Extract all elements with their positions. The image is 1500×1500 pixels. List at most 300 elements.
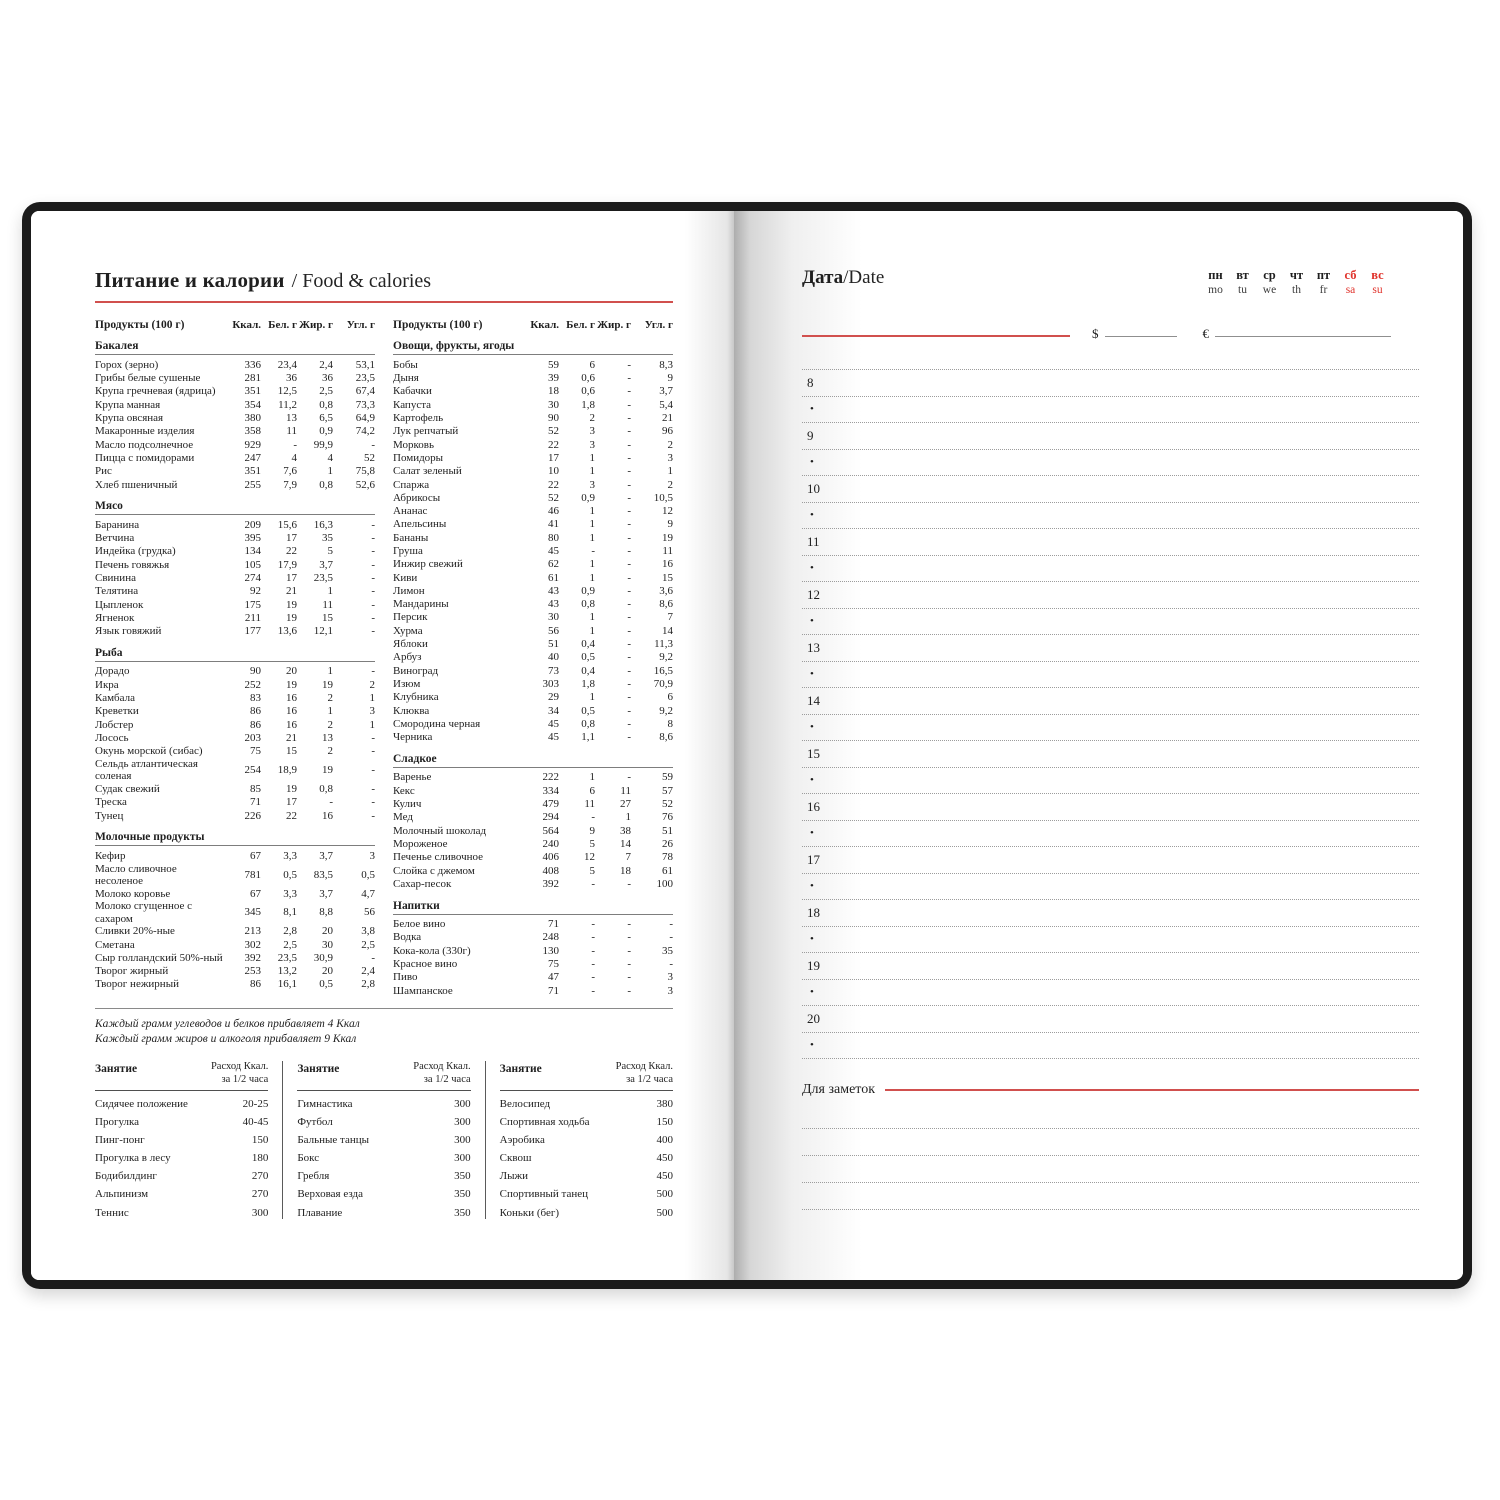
- food-item-value: 75: [548, 958, 559, 971]
- bullet-dot: •: [810, 774, 814, 787]
- activity-value: 400: [656, 1133, 673, 1146]
- food-item-label: Молоко сгущенное с сахаром: [95, 900, 193, 925]
- food-item-value: 30: [548, 398, 559, 411]
- food-item-value: 0,6: [581, 385, 595, 398]
- food-item-value: 479: [542, 798, 559, 811]
- food-item-value: 19: [662, 531, 673, 544]
- food-item-value: 3: [667, 984, 673, 997]
- food-item-value: 61: [548, 571, 559, 584]
- bullet-dot: •: [810, 668, 814, 681]
- food-row: [95, 372, 375, 385]
- activity-label: Гимнастика: [297, 1097, 353, 1110]
- food-item-value: -: [627, 518, 631, 531]
- hour-bullet-row: [802, 980, 1419, 1007]
- activity-label: Футбол: [297, 1115, 333, 1128]
- food-item-value: -: [591, 971, 595, 984]
- food-item-value: 2: [327, 692, 333, 705]
- food-item-value: 17: [286, 572, 297, 584]
- hour-bullet-row: [802, 503, 1419, 530]
- food-item-value: 74,2: [355, 425, 375, 438]
- bullet-dot: •: [810, 933, 814, 946]
- food-row: [95, 598, 375, 611]
- food-item-value: -: [371, 665, 375, 678]
- food-item-value: 29: [548, 691, 559, 704]
- food-item-value: -: [627, 984, 631, 997]
- food-row: [95, 745, 375, 758]
- food-item-value: 30: [548, 611, 559, 624]
- food-item-value: 1: [369, 692, 375, 705]
- food-row: [393, 398, 673, 411]
- food-item-value: 75: [250, 745, 261, 758]
- food-item-value: 345: [244, 906, 261, 919]
- food-item-label: Груша: [393, 545, 423, 557]
- food-item-label: Спаржа: [393, 478, 430, 491]
- food-item-value: 19: [322, 678, 333, 691]
- food-item-label: Лимон: [393, 584, 425, 597]
- hour-row: [802, 900, 1419, 927]
- note-line: [802, 1129, 1419, 1156]
- food-item-value: 35: [322, 532, 333, 545]
- food-row: [95, 625, 375, 638]
- food-item-value: 30,9: [313, 951, 333, 964]
- hour-row: [802, 423, 1419, 450]
- food-item-value: 406: [542, 851, 559, 864]
- food-item-value: 35: [662, 944, 673, 957]
- hour-label: 16: [807, 798, 820, 814]
- food-item-value: 2,8: [361, 978, 375, 991]
- food-table-column-right: [393, 303, 673, 997]
- food-item-value: 16: [662, 558, 673, 571]
- food-item-label: Морковь: [393, 438, 435, 451]
- food-item-value: 12,1: [313, 625, 333, 638]
- food-item-value: 0,8: [581, 598, 595, 611]
- food-item-value: 86: [250, 705, 261, 718]
- food-table: [95, 303, 673, 997]
- food-item-value: 247: [244, 451, 261, 464]
- weekday-cell: [1256, 268, 1283, 297]
- food-item-value: 15: [286, 745, 297, 758]
- food-item-value: -: [627, 451, 631, 464]
- food-item-value: 64,9: [355, 412, 375, 425]
- food-row: [95, 571, 375, 584]
- food-item-label: Кабачки: [393, 385, 432, 398]
- food-item-value: 26: [662, 837, 673, 850]
- footnote-line: Каждый грамм жиров и алкоголя прибавляет 9 Ккал: [95, 1033, 357, 1046]
- food-item-value: 1: [589, 531, 595, 544]
- bullet-dot: •: [810, 721, 814, 734]
- food-item-value: 15: [322, 611, 333, 624]
- food-item-label: Варенье: [393, 771, 432, 784]
- food-row: [393, 811, 673, 824]
- food-item-value: -: [371, 625, 375, 638]
- weekday-en: fr: [1319, 284, 1328, 296]
- activity-header-label: Занятие: [95, 1063, 138, 1076]
- note-line: [802, 1102, 1419, 1129]
- food-item-value: 17: [548, 451, 559, 464]
- activity-row: [297, 1091, 470, 1109]
- food-item-label: Инжир свежий: [393, 558, 463, 571]
- food-item-value: 3: [369, 849, 375, 862]
- food-item-label: Печенье сливочное: [393, 851, 484, 864]
- food-section-title: Молочные продукты: [95, 831, 375, 846]
- weekday-ru: ср: [1263, 268, 1276, 282]
- food-item-value: -: [669, 931, 673, 944]
- food-item-value: 7: [667, 611, 673, 624]
- activity-value: 150: [656, 1115, 673, 1128]
- hour-row: [802, 741, 1419, 768]
- food-item-label: Киви: [393, 571, 418, 584]
- food-item-value: 70,9: [653, 677, 673, 690]
- food-item-value: 255: [244, 478, 261, 491]
- food-header-col: Угл. г: [644, 318, 673, 331]
- food-item-value: 2,8: [283, 925, 297, 938]
- food-row: [95, 758, 375, 782]
- food-item-value: 3: [369, 705, 375, 718]
- food-item-value: -: [371, 745, 375, 758]
- weekday-cell: [1364, 268, 1391, 297]
- food-item-value: 0,5: [319, 978, 333, 991]
- food-row: [393, 465, 673, 478]
- food-item-value: 43: [548, 598, 559, 611]
- food-item-value: -: [627, 664, 631, 677]
- food-item-value: -: [371, 731, 375, 744]
- food-item-value: 226: [244, 809, 261, 822]
- activity-value: 500: [656, 1188, 673, 1201]
- hour-label: 8: [807, 374, 814, 390]
- food-section-title: Мясо: [95, 500, 375, 515]
- food-item-label: Бананы: [393, 531, 429, 544]
- food-item-value: 177: [244, 625, 261, 638]
- food-item-label: Крупа манная: [95, 398, 161, 411]
- food-item-value: 10: [548, 465, 559, 478]
- bullet-dot: •: [810, 509, 814, 522]
- food-item-value: -: [627, 531, 631, 544]
- note-line: [802, 1183, 1419, 1210]
- food-item-value: -: [627, 398, 631, 411]
- bullet-dot: •: [810, 880, 814, 893]
- food-item-value: 3,7: [659, 385, 673, 398]
- food-item-value: -: [627, 505, 631, 518]
- food-item-label: Кефир: [95, 849, 126, 862]
- food-item-value: 85: [250, 782, 261, 795]
- food-item-label: Горох (зерно): [95, 358, 159, 371]
- food-item-value: -: [627, 771, 631, 784]
- food-row: [393, 837, 673, 850]
- food-item-value: 100: [656, 877, 673, 890]
- food-item-label: Камбала: [95, 692, 135, 705]
- activity-header: [297, 1061, 470, 1086]
- food-item-value: 43: [548, 584, 559, 597]
- food-item-value: -: [591, 944, 595, 957]
- activity-value: 180: [251, 1152, 269, 1165]
- activity-header: [95, 1061, 268, 1086]
- weekday-ru: вт: [1236, 268, 1249, 282]
- food-item-value: 1: [589, 611, 595, 624]
- food-item-value: 12: [584, 851, 595, 864]
- food-row: [95, 545, 375, 558]
- food-item-value: -: [371, 532, 375, 545]
- food-item-label: Сыр голландский 50%-ный: [95, 951, 223, 964]
- food-item-value: 0,9: [319, 425, 333, 438]
- activity-row: [500, 1128, 673, 1146]
- hour-row: [802, 370, 1419, 397]
- food-item-value: 22: [548, 438, 559, 451]
- food-item-value: 0,9: [581, 491, 595, 504]
- hour-row: [802, 953, 1419, 980]
- food-item-value: -: [669, 918, 673, 931]
- food-item-value: 1: [369, 718, 375, 731]
- weekday-grid: [1202, 268, 1391, 297]
- activity-value: 300: [454, 1097, 471, 1110]
- food-item-value: -: [627, 358, 631, 371]
- food-item-value: 4: [291, 451, 297, 464]
- food-item-value: -: [627, 638, 631, 651]
- food-item-value: 71: [250, 796, 261, 809]
- food-row: [95, 925, 375, 938]
- food-item-label: Изюм: [393, 677, 421, 690]
- planner-book-cover: [22, 202, 1472, 1289]
- food-item-value: 130: [542, 944, 559, 957]
- food-item-value: 23,4: [277, 358, 297, 371]
- food-item-value: 17: [286, 532, 297, 545]
- food-item-label: Сахар-песок: [393, 877, 452, 890]
- hour-bullet-row: [802, 609, 1419, 636]
- food-item-value: 134: [244, 545, 261, 558]
- food-item-label: Абрикосы: [393, 491, 441, 504]
- activity-label: Пинг-понг: [95, 1133, 145, 1146]
- activity-header-value-line2: за 1/2 часа: [221, 1073, 269, 1085]
- weekday-cell: [1337, 268, 1364, 297]
- food-item-value: 175: [244, 598, 261, 611]
- activity-value: 300: [454, 1115, 471, 1128]
- food-item-label: Баранина: [95, 518, 140, 531]
- food-item-label: Шампанское: [393, 984, 453, 997]
- food-item-label: Ягненок: [95, 611, 135, 624]
- activity-header-value-line1: Расход Ккал.: [413, 1061, 471, 1073]
- food-item-value: 334: [542, 784, 559, 797]
- activity-column: [282, 1061, 484, 1218]
- food-item-value: 90: [250, 665, 261, 678]
- food-item-value: 18,9: [277, 764, 297, 777]
- activity-header-value: [616, 1061, 673, 1086]
- food-item-label: Персик: [393, 611, 428, 624]
- food-item-value: 0,4: [581, 638, 595, 651]
- food-item-value: 40: [548, 651, 559, 664]
- food-item-label: Масло сливочное несоленое: [95, 862, 177, 887]
- weekday-ru: вс: [1371, 268, 1384, 282]
- food-item-value: 2: [667, 478, 673, 491]
- food-item-value: 71: [548, 918, 559, 931]
- food-row: [393, 651, 673, 664]
- food-item-value: 4: [327, 451, 333, 464]
- food-item-label: Крупа гречневая (ядрица): [95, 385, 216, 398]
- food-item-value: -: [371, 951, 375, 964]
- hour-row: [802, 476, 1419, 503]
- activity-label: Спортивный танец: [499, 1188, 589, 1201]
- weekday-ru: чт: [1289, 268, 1304, 282]
- food-row: [393, 372, 673, 385]
- food-item-label: Капуста: [393, 398, 432, 411]
- food-item-value: 15: [662, 571, 673, 584]
- activity-column: [485, 1061, 673, 1218]
- food-item-value: 12: [662, 505, 673, 518]
- food-item-value: 105: [244, 558, 261, 571]
- activity-label: Альпинизм: [95, 1188, 149, 1201]
- food-item-value: 53,1: [355, 358, 375, 371]
- food-item-value: 2,5: [283, 938, 297, 951]
- food-item-value: 209: [244, 518, 261, 531]
- weekday-cell: [1283, 268, 1310, 297]
- activity-label: Коньки (бег): [499, 1206, 560, 1219]
- food-item-value: 23,5: [277, 951, 297, 964]
- food-row: [95, 978, 375, 991]
- food-item-label: Свинина: [95, 572, 136, 584]
- food-item-value: 3: [589, 425, 595, 438]
- food-item-value: -: [627, 545, 631, 557]
- activity-row: [297, 1146, 470, 1164]
- food-item-value: 27: [620, 798, 631, 811]
- activity-row: [95, 1182, 268, 1200]
- food-item-label: Яблоки: [393, 638, 428, 651]
- food-item-value: 12,5: [277, 385, 297, 398]
- food-item-value: -: [627, 971, 631, 984]
- food-item-value: -: [627, 491, 631, 504]
- weekday-en: tu: [1238, 284, 1247, 296]
- food-item-value: 222: [542, 771, 559, 784]
- food-item-value: 47: [548, 971, 559, 984]
- food-item-value: 45: [548, 731, 559, 744]
- food-item-value: -: [371, 764, 375, 777]
- food-item-label: Черника: [393, 731, 433, 744]
- food-item-value: 80: [548, 531, 559, 544]
- food-item-value: 10,5: [653, 491, 673, 504]
- food-item-value: 1,8: [581, 398, 595, 411]
- food-item-value: 20: [322, 965, 333, 978]
- food-item-value: -: [591, 545, 595, 557]
- food-item-label: Кока-кола (330г): [393, 944, 471, 957]
- food-item-value: 0,5: [581, 651, 595, 664]
- food-row: [95, 665, 375, 678]
- food-item-value: 248: [542, 931, 559, 944]
- food-item-label: Мед: [393, 811, 413, 824]
- activity-row: [297, 1164, 470, 1182]
- food-item-value: 13,6: [277, 625, 297, 638]
- food-item-label: Грибы белые сушеные: [95, 372, 201, 385]
- food-item-value: 0,4: [581, 664, 595, 677]
- food-row: [95, 900, 375, 924]
- food-row: [95, 398, 375, 411]
- food-item-label: Арбуз: [393, 651, 422, 664]
- food-item-value: 45: [548, 717, 559, 730]
- food-item-value: -: [627, 704, 631, 717]
- food-item-label: Кекс: [393, 784, 415, 797]
- bullet-dot: •: [810, 827, 814, 840]
- food-item-value: 45: [548, 545, 559, 557]
- food-row: [393, 611, 673, 624]
- bullet-dot: •: [810, 456, 814, 469]
- food-item-label: Пиво: [393, 971, 418, 984]
- food-item-value: -: [591, 984, 595, 997]
- weekday-ru: пн: [1208, 268, 1223, 282]
- food-item-value: 92: [250, 585, 261, 598]
- hour-label: 14: [807, 692, 820, 708]
- food-item-value: 75,8: [355, 465, 375, 478]
- food-item-value: 1: [327, 705, 333, 718]
- food-item-value: 0,6: [581, 372, 595, 385]
- food-row: [95, 731, 375, 744]
- food-item-value: -: [627, 598, 631, 611]
- food-item-value: -: [371, 796, 375, 809]
- food-item-value: -: [627, 918, 631, 931]
- food-item-value: 39: [548, 372, 559, 385]
- food-item-label: Сельдь атлантическая соленая: [95, 758, 198, 783]
- activity-row: [95, 1128, 268, 1146]
- hour-row: [802, 529, 1419, 556]
- food-item-label: Пицца с помидорами: [95, 451, 195, 464]
- food-item-value: -: [627, 611, 631, 624]
- hour-row: [802, 1006, 1419, 1033]
- food-item-value: 9: [667, 372, 673, 385]
- food-item-value: 781: [244, 868, 261, 881]
- food-item-value: 17: [286, 796, 297, 809]
- activity-row: [95, 1164, 268, 1182]
- food-item-value: 380: [244, 412, 261, 425]
- food-item-value: 6: [589, 358, 595, 371]
- activity-label: Лыжи: [499, 1170, 528, 1183]
- food-item-value: 5,4: [659, 398, 673, 411]
- food-row: [393, 877, 673, 890]
- food-row: [393, 425, 673, 438]
- food-item-value: 0,8: [581, 717, 595, 730]
- food-item-value: 62: [548, 558, 559, 571]
- activity-label: Сидячее положение: [95, 1097, 188, 1110]
- food-item-value: -: [627, 372, 631, 385]
- food-item-value: 274: [244, 572, 261, 584]
- bullet-dot: •: [810, 403, 814, 416]
- food-row: [393, 558, 673, 571]
- food-column-header: [393, 318, 673, 331]
- food-item-value: 211: [244, 611, 261, 624]
- food-item-value: 9,2: [659, 704, 673, 717]
- food-item-value: 2,5: [319, 385, 333, 398]
- food-item-value: 59: [662, 771, 673, 784]
- food-item-value: 83,5: [313, 868, 333, 881]
- activity-header-value-line1: Расход Ккал.: [615, 1061, 673, 1073]
- bullet-dot: •: [810, 562, 814, 575]
- activity-row: [500, 1146, 673, 1164]
- table-bottom-rule: [95, 1008, 673, 1009]
- food-item-value: 254: [244, 764, 261, 777]
- food-item-label: Лук репчатый: [393, 425, 459, 438]
- food-item-value: 281: [244, 372, 261, 385]
- food-item-value: 1: [589, 465, 595, 478]
- food-row: [393, 638, 673, 651]
- hour-label: 10: [807, 480, 820, 496]
- activity-label: Велосипед: [499, 1097, 551, 1110]
- activity-row: [297, 1128, 470, 1146]
- food-item-value: -: [591, 918, 595, 931]
- food-item-value: 21: [662, 412, 673, 425]
- food-item-value: -: [371, 545, 375, 558]
- food-item-value: 71: [548, 984, 559, 997]
- food-item-value: 78: [662, 851, 673, 864]
- food-item-value: 4,7: [361, 887, 375, 900]
- bullet-dot: •: [810, 986, 814, 999]
- food-item-value: 41: [548, 518, 559, 531]
- food-calories-page: [95, 268, 673, 1219]
- food-row: [95, 951, 375, 964]
- food-item-value: 96: [662, 425, 673, 438]
